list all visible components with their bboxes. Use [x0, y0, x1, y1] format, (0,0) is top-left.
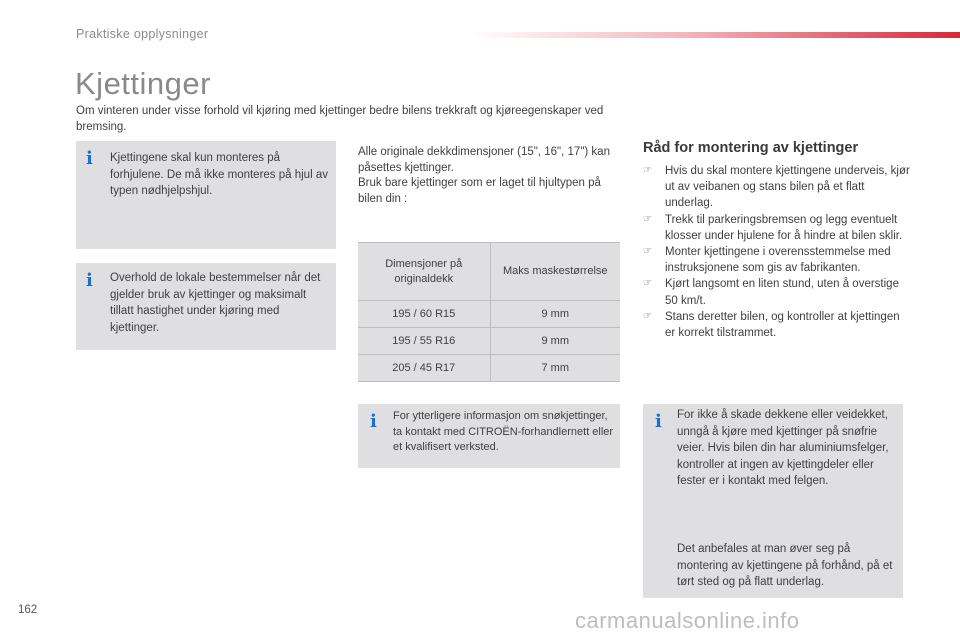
pointing-finger-icon: ☞ [643, 213, 652, 225]
info-icon: i [86, 270, 93, 291]
page-title: Kjettinger [75, 66, 211, 101]
info-text: Overhold de lokale bestemmelser når det gjelder bruk av kjettinger og maksimalt tillatt hastighet under kjøring med kjettinger. [110, 272, 321, 334]
info-box-more-information [358, 404, 620, 468]
chain-size-table [358, 242, 620, 382]
info-box-front-wheels [76, 141, 336, 249]
pointing-finger-icon: ☞ [643, 165, 652, 176]
list-item-text: Stans deretter bilen, og kontroller at kjettingen er korrekt tilstrammet. [665, 310, 900, 340]
watermark: carmanualsonline.info [575, 608, 800, 633]
table-header-cell: Dimensjoner på originaldekk [358, 243, 490, 301]
tire-dimensions-line2: Bruk bare kjettinger som er laget til hjultypen på bilen din : [358, 177, 601, 205]
list-item-text: Kjørt langsomt en liten stund, uten å overstige 50 km/t. [665, 278, 899, 307]
info-icon: i [86, 148, 93, 169]
list-item-text: Monter kjettingene i overensstemmelse med instruksjonene som gis av fabrikanten. [665, 246, 891, 275]
pointing-finger-icon: ☞ [643, 310, 652, 322]
table-row [358, 355, 620, 382]
pointing-finger-icon: ☞ [643, 246, 652, 258]
info-text: Kjettingene skal kun monteres på forhjulene. De må ikke monteres på hjul av typen nødhjelpshjul. [110, 152, 328, 197]
info-box-avoid-damage [643, 404, 903, 598]
list-item [643, 163, 913, 212]
table-cell: 9 mm [490, 328, 620, 355]
table-header-cell: Maks maskestørrelse [490, 243, 620, 301]
table-cell: 195 / 55 R16 [358, 328, 490, 355]
list-item-text: Trekk til parkeringsbremsen og legg eventuelt klosser under hjulene for å hindre at bilen sklir. [665, 213, 903, 242]
intro-text: Om vinteren under visse forhold vil kjøring med kjettinger bedre bilens trekkraft og kjøreegenskaper ved bremsing. [76, 105, 604, 133]
list-item [643, 276, 913, 308]
table-cell: 9 mm [490, 301, 620, 328]
table-row [358, 301, 620, 328]
table-row [358, 328, 620, 355]
info-text: Det anbefales at man øver seg på montering av kjettingene på forhånd, på et tørt sted og på flatt underlag. [677, 543, 893, 588]
advice-list [643, 163, 913, 341]
page-number: 162 [18, 604, 38, 616]
list-item-text: Hvis du skal montere kjettingene underveis, kjør ut av veibanen og stans bilen på et flatt underlag. [665, 165, 910, 210]
table-cell: 7 mm [490, 355, 620, 382]
info-text: For ytterligere informasjon om snøkjettinger, ta kontakt med CITROËN-forhandlernett eller et kvalifisert verksted. [393, 410, 614, 453]
table-header-row [358, 243, 620, 301]
table-cell: 195 / 60 R15 [358, 301, 490, 328]
header-accent-bar [470, 32, 960, 38]
pointing-finger-icon: ☞ [643, 278, 652, 290]
section-label: Praktiske opplysninger [76, 27, 209, 41]
info-text: For ikke å skade dekkene eller veidekket, unngå å kjøre med kjettinger på snøfrie veier. Hvis bilen din har aluminiumsfelger, kontroller at ingen av kjettingdeler eller fester er i kontakt med felgen. [677, 409, 889, 487]
list-item [643, 309, 913, 341]
tire-dimensions-text [358, 145, 620, 207]
info-icon: i [370, 411, 377, 432]
table-cell: 205 / 45 R17 [358, 355, 490, 382]
info-box-local-regulations [76, 263, 336, 350]
advice-title: Råd for montering av kjettinger [643, 140, 859, 156]
list-item [643, 212, 913, 244]
info-icon: i [655, 411, 662, 432]
tire-dimensions-line1: Alle originale dekkdimensjoner (15", 16", 17") kan påsettes kjettinger. [358, 146, 610, 174]
list-item [643, 244, 913, 276]
